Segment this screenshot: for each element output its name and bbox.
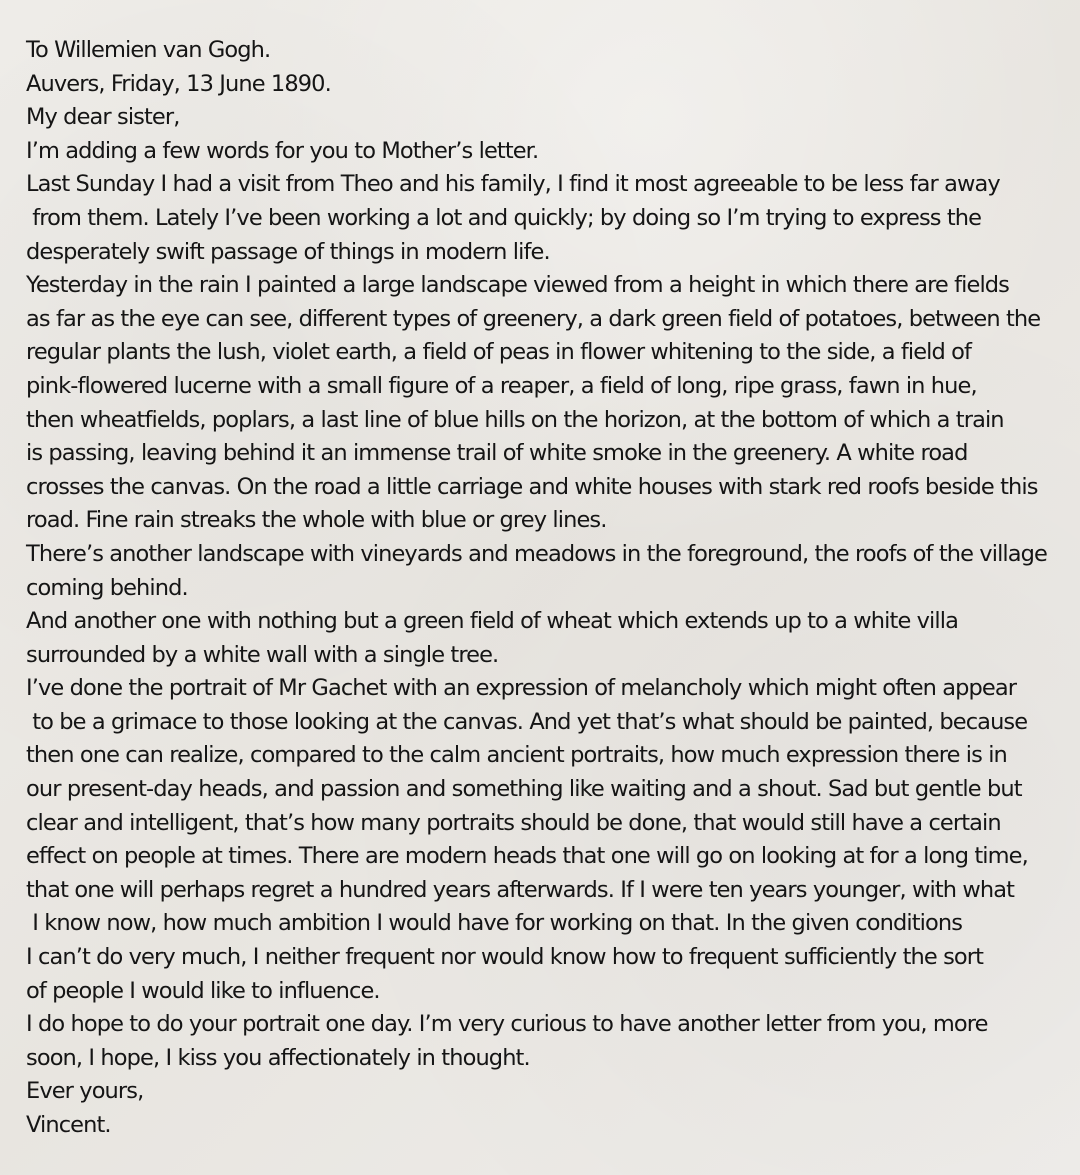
- letter-salutation: My dear sister,: [26, 104, 180, 131]
- letter-line: regular plants the lush, violet earth, a field of peas in flower whitening to the side, a field of: [26, 339, 972, 366]
- letter-line: clear and intelligent, that’s how many portraits should be done, that would still have a certain: [26, 809, 1001, 836]
- letter-place-date: Auvers, Friday, 13 June 1890.: [26, 70, 331, 97]
- letter-line: as far as the eye can see, different types of greenery, a dark green field of potatoes, between the: [26, 305, 1041, 332]
- letter-line: I’ve done the portrait of Mr Gachet with an expression of melancholy which might often appear: [26, 675, 1017, 702]
- letter-line: I can’t do very much, I neither frequent nor would know how to frequent sufficiently the sort: [26, 944, 984, 971]
- letter-line: I know now, how much ambition I would have for working on that. In the given conditions: [26, 910, 963, 937]
- letter-line: I’m adding a few words for you to Mother’s letter.: [26, 137, 539, 164]
- letter-line: coming behind.: [26, 574, 188, 601]
- letter-line: pink-flowered lucerne with a small figure of a reaper, a field of long, ripe grass, fawn in hue,: [26, 372, 977, 399]
- letter-line: then one can realize, compared to the calm ancient portraits, how much expression there is in: [26, 742, 1007, 769]
- letter-line: road. Fine rain streaks the whole with blue or grey lines.: [26, 507, 607, 534]
- letter-line: of people I would like to influence.: [26, 977, 380, 1004]
- letter-line: our present-day heads, and passion and something like waiting and a shout. Sad but gentle but: [26, 776, 1022, 803]
- letter-line: Yesterday in the rain I painted a large landscape viewed from a height in which there are fields: [26, 272, 1009, 299]
- letter-body: [26, 34, 1060, 1143]
- letter-line: I do hope to do your portrait one day. I’m very curious to have another letter from you, more: [26, 1011, 988, 1038]
- letter-line: effect on people at times. There are modern heads that one will go on looking at for a long time,: [26, 843, 1028, 870]
- letter-line: There’s another landscape with vineyards and meadows in the foreground, the roofs of the village: [26, 540, 1047, 567]
- letter-line: from them. Lately I’ve been working a lot and quickly; by doing so I’m trying to express the: [26, 204, 982, 231]
- letter-line: Last Sunday I had a visit from Theo and his family, I find it most agreeable to be less far away: [26, 171, 1000, 198]
- letter-line: is passing, leaving behind it an immense trail of white smoke in the greenery. A white road: [26, 440, 968, 467]
- letter-closing: Ever yours,: [26, 1078, 144, 1105]
- letter-line: then wheatfields, poplars, a last line of blue hills on the horizon, at the bottom of which a train: [26, 406, 1004, 433]
- letter-line: surrounded by a white wall with a single tree.: [26, 641, 499, 668]
- letter-signature: Vincent.: [26, 1112, 111, 1138]
- letter-line: that one will perhaps regret a hundred years afterwards. If I were ten years younger, with what: [26, 876, 1015, 903]
- letter-recipient: To Willemien van Gogh.: [26, 37, 271, 63]
- letter-line: And another one with nothing but a green field of wheat which extends up to a white villa: [26, 608, 958, 635]
- letter-line: crosses the canvas. On the road a little carriage and white houses with stark red roofs beside this: [26, 473, 1038, 500]
- letter-line: soon, I hope, I kiss you affectionately in thought.: [26, 1044, 530, 1071]
- letter-line: desperately swift passage of things in modern life.: [26, 238, 550, 265]
- letter-line: to be a grimace to those looking at the canvas. And yet that’s what should be painted, because: [26, 708, 1028, 735]
